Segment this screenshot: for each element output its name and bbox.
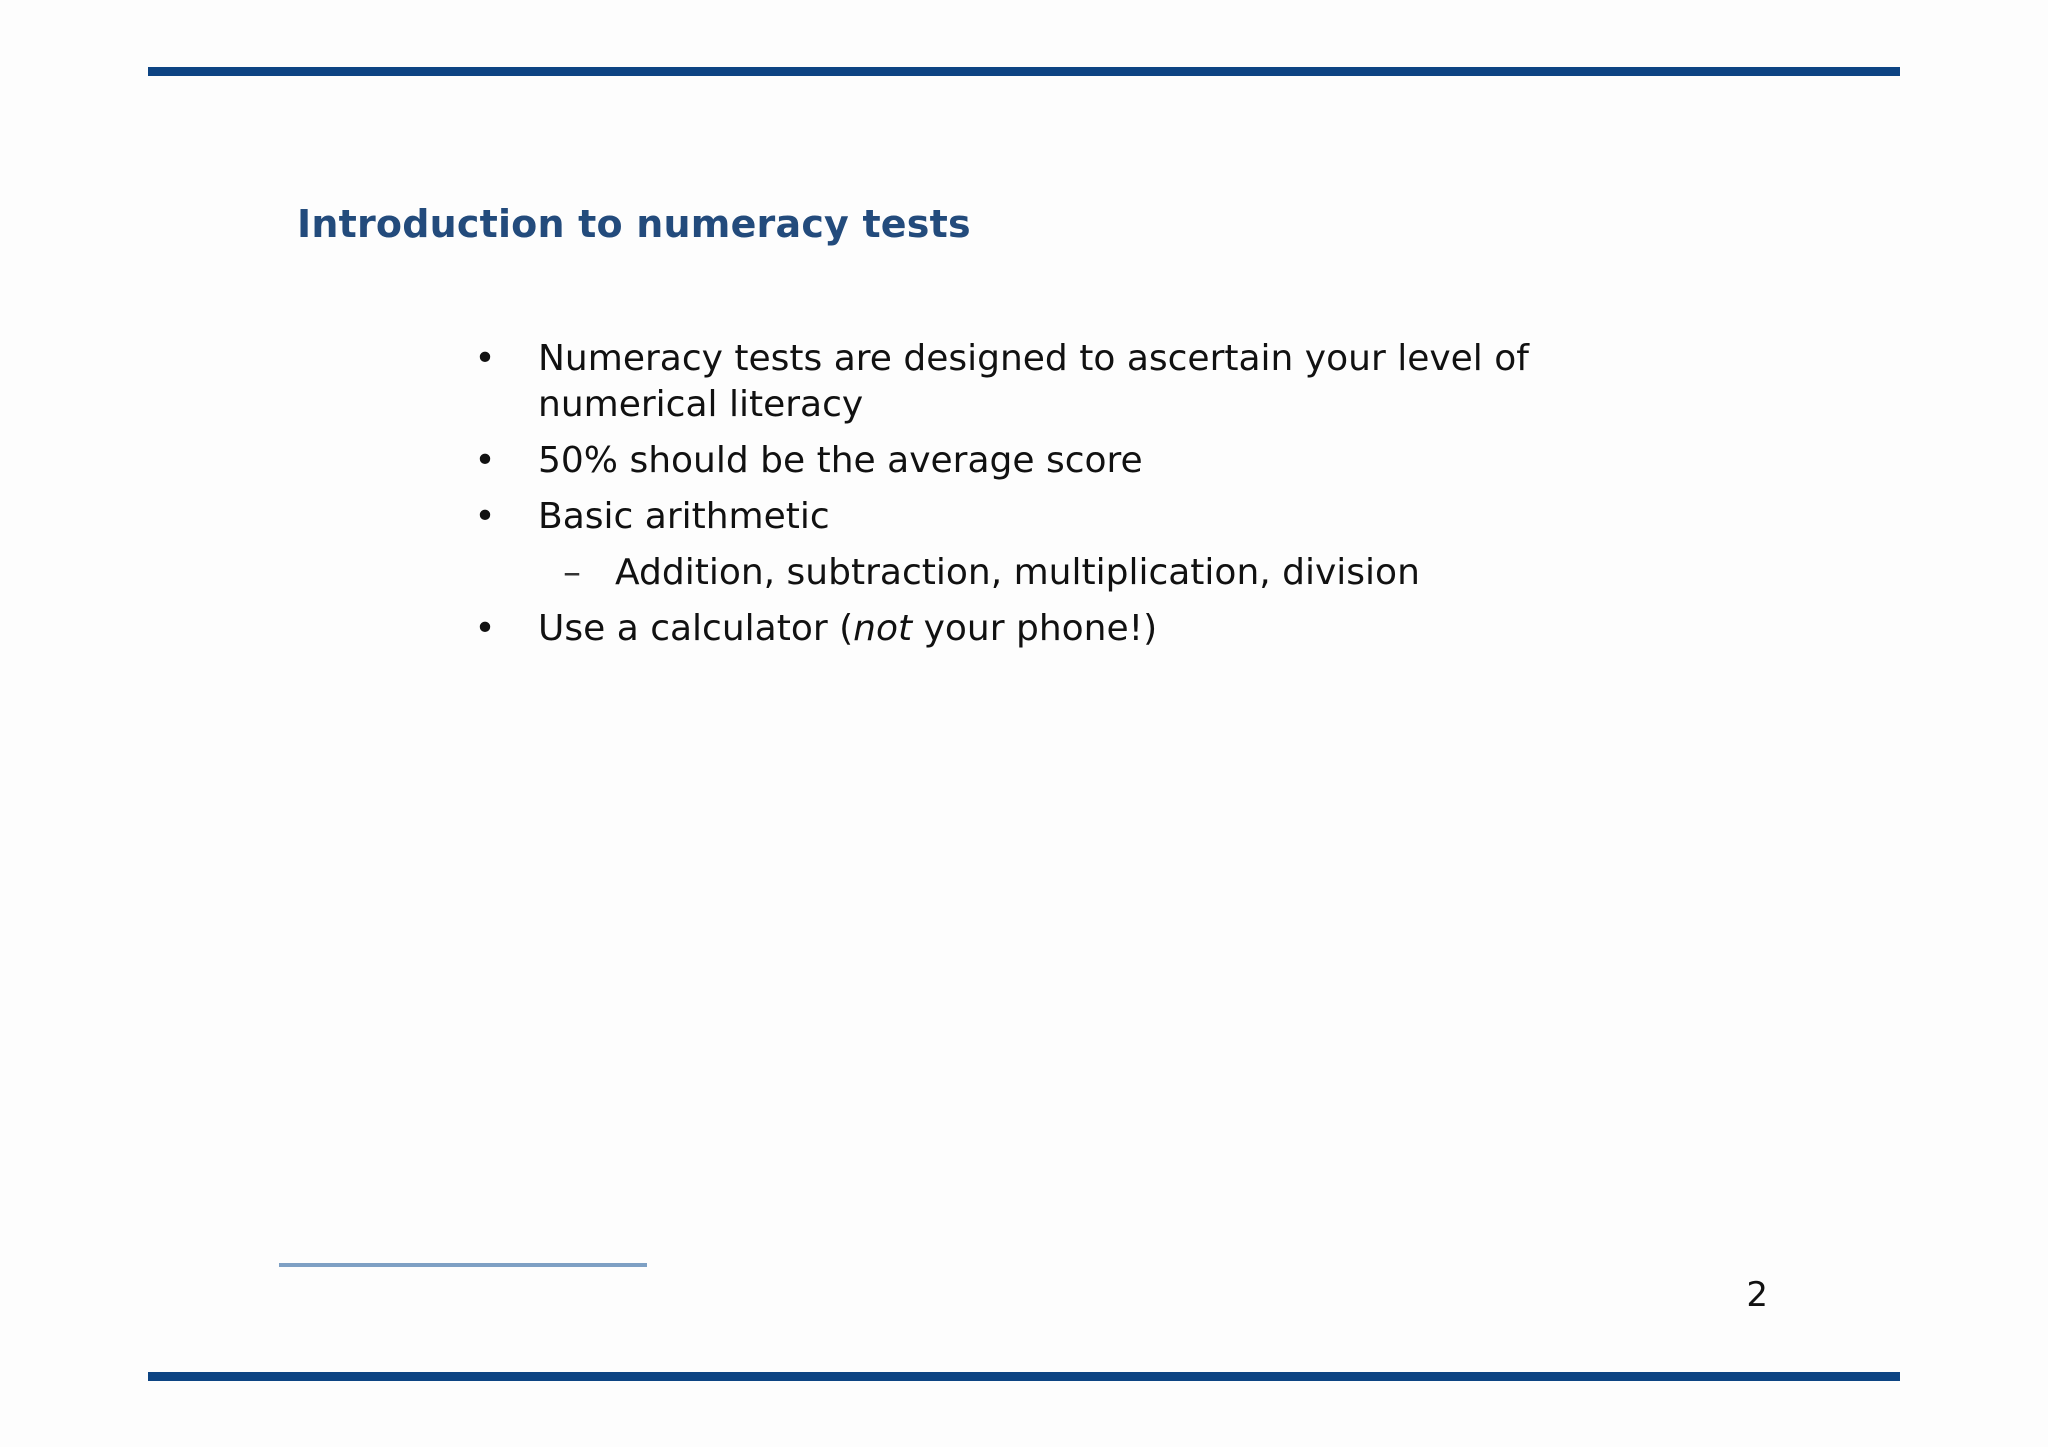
footer-rule [148,1372,1900,1381]
page-number: 2 [1746,1275,1768,1315]
list-item [470,336,1610,428]
list-item-text: Numeracy tests are designed to ascertain your level of numerical literacy [538,338,1529,425]
dash-icon: – [563,552,581,593]
header-rule [148,67,1900,76]
slide-title: Introduction to numeracy tests [297,202,971,246]
bullet-list [470,336,1610,662]
bullet-icon: • [474,440,496,481]
list-item [470,494,1610,540]
footnote-rule [279,1263,647,1267]
sub-list-item [470,550,1610,596]
emphasis-text: not [853,608,913,649]
list-item-text: 50% should be the average score [538,440,1143,481]
list-item [470,606,1610,652]
list-item-text-after: your phone!) [912,608,1158,649]
list-item-text-before: Use a calculator ( [538,608,854,649]
list-item-text [538,608,1157,649]
bullet-icon: • [474,338,496,379]
list-item [470,438,1610,484]
sub-list-item-text: Addition, subtraction, multiplication, division [615,552,1420,593]
bullet-icon: • [474,496,496,537]
bullet-icon: • [474,608,496,649]
list-item-text: Basic arithmetic [538,496,830,537]
